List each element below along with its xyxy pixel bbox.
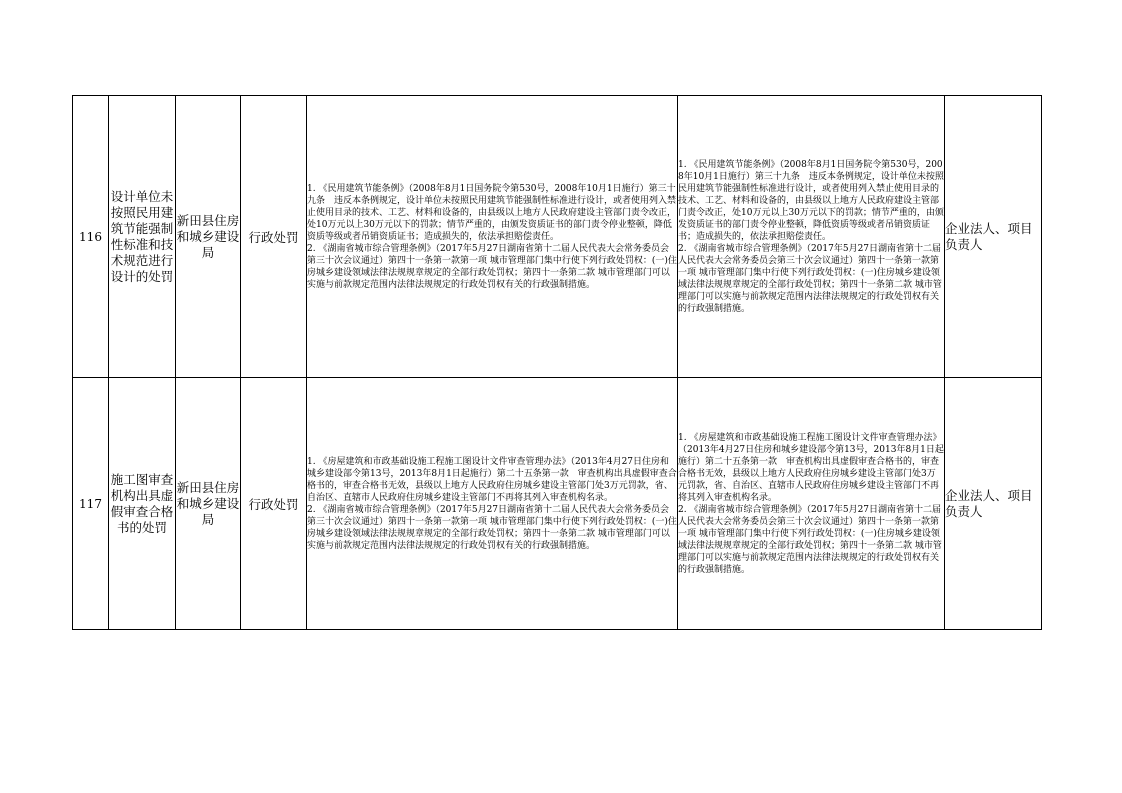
- legal-basis-detail: [678, 96, 945, 378]
- legal-basis-paragraph: 2. 《湖南省城市综合管理条例》（2017年5月27日湖南省第十二届人民代表大会常务委员会第三十次会议通过）第四十一条第一款第一项 城市管理部门集中行使下列行政处罚权：(一)住房城乡建设领域法律法规规章规定的全部行政处罚权；第四十一条第二款 城市管理部门可以实施与前款规定范围内法律法规规定的行政处罚权有关的行政强制措施。: [678, 504, 942, 575]
- legal-basis: [307, 378, 678, 630]
- legal-basis-paragraph: 2. 《湖南省城市综合管理条例》（2017年5月27日湖南省第十二届人民代表大会常务委员会第三十次会议通过）第四十一条第一款第一项 城市管理部门集中行使下列行政处罚权：(一)住房城乡建设领域法律法规规章规定的全部行政处罚权；第四十一条第二款 城市管理部门可以实施与前款规定范围内法律法规规定的行政处罚权有关的行政强制措施。: [678, 243, 942, 314]
- legal-basis: [307, 96, 678, 378]
- power-list-table: [72, 95, 1042, 630]
- power-category: 行政处罚: [241, 96, 307, 378]
- legal-basis-paragraph: 1. 《民用建筑节能条例》（2008年8月1日国务院令第530号，2008年10月1日施行）第三十九条 违反本条例规定，设计单位未按照民用建筑节能强制性标准进行设计，或者使用列入禁止使用目录的技术、工艺、材料和设备的，由县级以上地方人民政府建设主管部门责令改正，处10万元以上30万元以下的罚款；情节严重的，由颁发资质证书的部门责令停业整顿，降低资质等级或者吊销资质证书；造成损失的，依法承担赔偿责任。: [678, 159, 944, 242]
- department: 新田县住房和城乡建设局: [176, 378, 241, 630]
- row-number: 117: [73, 378, 109, 630]
- item-name: 设计单位未按照民用建筑节能强制性标准和技术规范进行设计的处罚: [109, 96, 176, 378]
- item-name: 施工图审查机构出具虚假审查合格书的处罚: [109, 378, 176, 630]
- table-row: [73, 96, 1042, 378]
- legal-basis-paragraph: 1. 《民用建筑节能条例》（2008年8月1日国务院令第530号，2008年10月1日施行）第三十九条 违反本条例规定，设计单位未按照民用建筑节能强制性标准进行设计，或者使用列入禁止使用目录的技术、工艺、材料和设备的，由县级以上地方人民政府建设主管部门责令改正，处10万元以上30万元以下的罚款；情节严重的，由颁发资质证书的部门责令停业整顿，降低资质等级或者吊销资质证书；造成损失的，依法承担赔偿责任。: [307, 183, 677, 242]
- responsible-subject: 企业法人、项目负责人: [945, 96, 1042, 378]
- legal-basis-detail: [678, 378, 945, 630]
- department: 新田县住房和城乡建设局: [176, 96, 241, 378]
- legal-basis-paragraph: 1. 《房屋建筑和市政基础设施工程施工图设计文件审查管理办法》（2013年4月27日住房和城乡建设部令第13号，2013年8月1日起施行）第二十五条第一款 审查机构出具虚假审查合格书的，审查合格书无效，县级以上地方人民政府住房城乡建设主管部门处3万元罚款，省、自治区、直辖市人民政府住房城乡建设主管部门不再将其列入审查机构名录。: [307, 456, 677, 503]
- legal-basis-paragraph: 2. 《湖南省城市综合管理条例》（2017年5月27日湖南省第十二届人民代表大会常务委员会第三十次会议通过）第四十一条第一款第一项 城市管理部门集中行使下列行政处罚权：(一)住房城乡建设领域法律法规规章规定的全部行政处罚权；第四十一条第二款 城市管理部门可以实施与前款规定范围内法律法规规定的行政处罚权有关的行政强制措施。: [307, 243, 677, 290]
- legal-basis-paragraph: 2. 《湖南省城市综合管理条例》（2017年5月27日湖南省第十二届人民代表大会常务委员会第三十次会议通过）第四十一条第一款第一项 城市管理部门集中行使下列行政处罚权：(一)住房城乡建设领域法律法规规章规定的全部行政处罚权；第四十一条第二款 城市管理部门可以实施与前款规定范围内法律法规规定的行政处罚权有关的行政强制措施。: [307, 504, 677, 551]
- row-number: 116: [73, 96, 109, 378]
- legal-basis-paragraph: 1. 《房屋建筑和市政基础设施工程施工图设计文件审查管理办法》（2013年4月27日住房和城乡建设部令第13号，2013年8月1日起施行）第二十五条第一款 审查机构出具虚假审查合格书的，审查合格书无效，县级以上地方人民政府住房城乡建设主管部门处3万元罚款，省、自治区、直辖市人民政府住房城乡建设主管部门不再将其列入审查机构名录。: [678, 432, 944, 503]
- table-row: [73, 378, 1042, 630]
- power-category: 行政处罚: [241, 378, 307, 630]
- responsible-subject: 企业法人、项目负责人: [945, 378, 1042, 630]
